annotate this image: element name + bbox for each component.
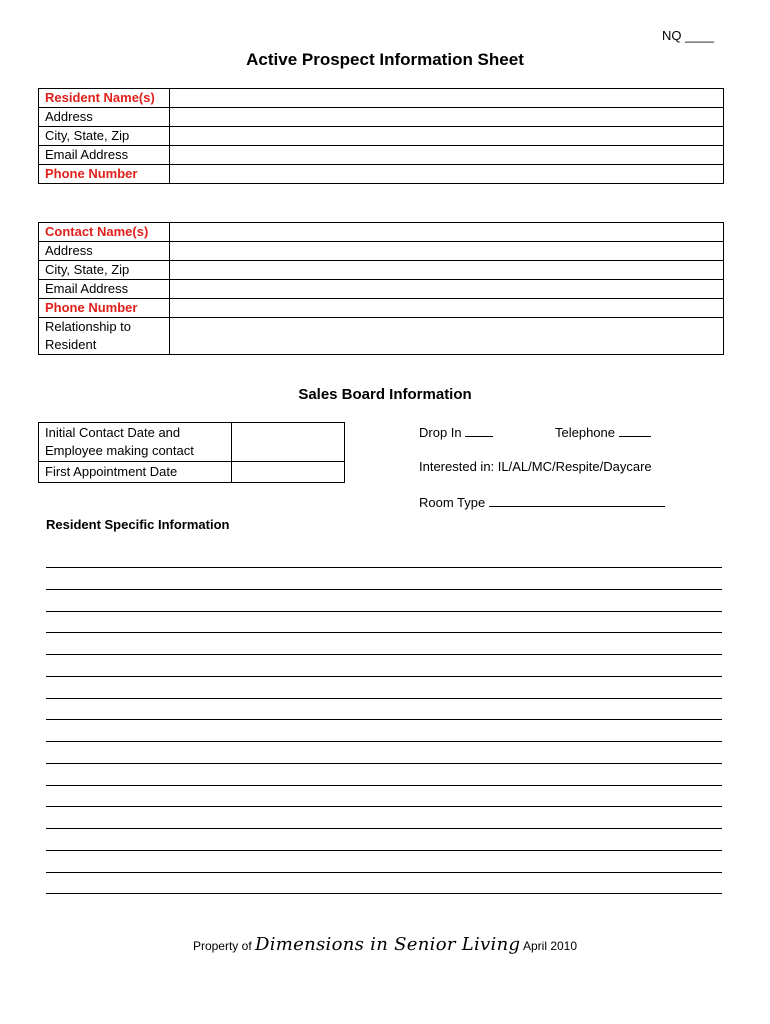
table-row — [39, 108, 724, 127]
resident-phone-field[interactable] — [170, 165, 724, 184]
sales-board-title: Sales Board Information — [298, 386, 472, 403]
writing-line[interactable] — [46, 806, 722, 807]
table-row — [39, 146, 724, 165]
resident-name-label: Resident Name(s) — [39, 89, 170, 108]
telephone-label: Telephone — [555, 425, 615, 440]
contact-email-label: Email Address — [39, 280, 170, 299]
contact-name-label: Contact Name(s) — [39, 223, 170, 242]
footer-prefix: Property of — [192, 939, 252, 953]
writing-line[interactable] — [46, 850, 722, 851]
contact-info-table — [38, 222, 724, 355]
table-row — [39, 127, 724, 146]
table-row — [39, 165, 724, 184]
table-row — [39, 318, 724, 355]
resident-specific-title: Resident Specific Information — [46, 517, 230, 532]
first-appointment-field[interactable] — [232, 462, 345, 483]
initial-contact-field[interactable] — [232, 423, 345, 462]
writing-line[interactable] — [46, 785, 722, 786]
writing-line[interactable] — [46, 567, 722, 568]
footer-date: April 2010 — [522, 939, 578, 953]
room-type-group — [419, 494, 665, 510]
writing-line[interactable] — [46, 589, 722, 590]
writing-line[interactable] — [46, 893, 722, 894]
relationship-label: Relationship to Resident — [39, 318, 170, 355]
writing-line[interactable] — [46, 654, 722, 655]
drop-in-group — [419, 424, 493, 440]
table-row — [39, 423, 345, 462]
table-row — [39, 462, 345, 483]
sales-board-table — [38, 422, 345, 483]
writing-line[interactable] — [46, 741, 722, 742]
resident-name-field[interactable] — [170, 89, 724, 108]
writing-line[interactable] — [46, 632, 722, 633]
resident-email-label: Email Address — [39, 146, 170, 165]
page-title: Active Prospect Information Sheet — [246, 50, 524, 69]
table-row — [39, 223, 724, 242]
footer — [0, 934, 770, 955]
table-row — [39, 261, 724, 280]
table-row — [39, 299, 724, 318]
room-type-label: Room Type — [419, 495, 486, 510]
nq-label: NQ ____ — [662, 28, 715, 43]
writing-line[interactable] — [46, 698, 722, 699]
contact-phone-field[interactable] — [170, 299, 724, 318]
brand-name: Dimensions in Senior Living — [255, 934, 521, 955]
resident-city-state-zip-label: City, State, Zip — [39, 127, 170, 146]
writing-line[interactable] — [46, 828, 722, 829]
telephone-group — [555, 424, 651, 440]
room-type-blank[interactable] — [489, 494, 665, 507]
resident-info-table — [38, 88, 724, 184]
telephone-blank[interactable] — [619, 424, 651, 437]
drop-in-label: Drop In — [419, 425, 462, 440]
contact-address-field[interactable] — [170, 242, 724, 261]
writing-line[interactable] — [46, 611, 722, 612]
contact-email-field[interactable] — [170, 280, 724, 299]
contact-city-state-zip-label: City, State, Zip — [39, 261, 170, 280]
first-appointment-label: First Appointment Date — [39, 462, 232, 483]
table-row — [39, 242, 724, 261]
resident-email-field[interactable] — [170, 146, 724, 165]
contact-name-field[interactable] — [170, 223, 724, 242]
writing-line[interactable] — [46, 763, 722, 764]
writing-line[interactable] — [46, 719, 722, 720]
relationship-field[interactable] — [170, 318, 724, 355]
contact-city-state-zip-field[interactable] — [170, 261, 724, 280]
table-row — [39, 280, 724, 299]
contact-address-label: Address — [39, 242, 170, 261]
resident-phone-label: Phone Number — [39, 165, 170, 184]
table-row — [39, 89, 724, 108]
resident-address-field[interactable] — [170, 108, 724, 127]
initial-contact-label: Initial Contact Date and Employee making contact — [39, 423, 232, 462]
interested-in-text: Interested in: IL/AL/MC/Respite/Daycare — [419, 459, 652, 474]
resident-city-state-zip-field[interactable] — [170, 127, 724, 146]
resident-address-label: Address — [39, 108, 170, 127]
contact-phone-label: Phone Number — [39, 299, 170, 318]
drop-in-blank[interactable] — [465, 424, 493, 437]
writing-line[interactable] — [46, 872, 722, 873]
writing-line[interactable] — [46, 676, 722, 677]
